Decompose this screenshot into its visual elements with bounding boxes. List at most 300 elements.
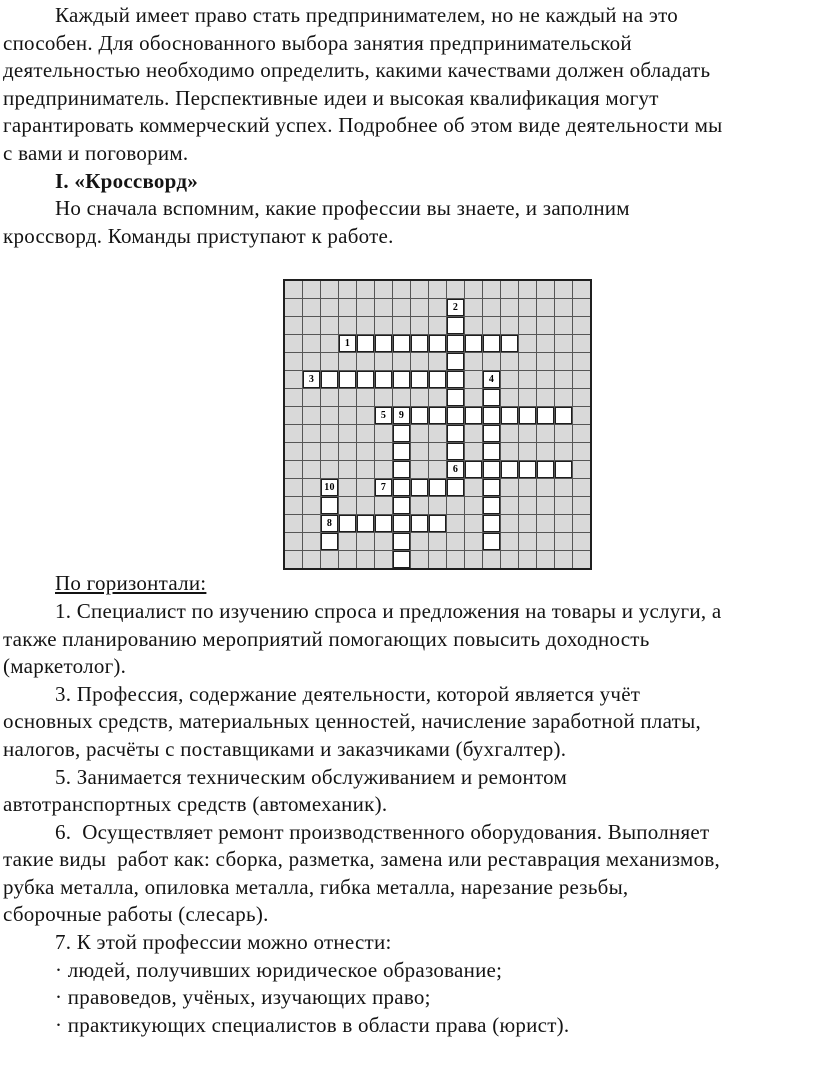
crossword-cell-number: 10 [324,482,335,494]
crossword-cell-shaded [393,317,411,335]
crossword-cell-shaded [519,335,537,353]
crossword-cell-white [429,335,447,353]
crossword-cell-white [357,515,375,533]
crossword-section-heading [3,168,814,196]
crossword-cell-white [393,425,411,443]
crossword-cell-shaded [573,551,592,570]
crossword-cell-white [465,407,483,425]
crossword-cell-shaded [429,497,447,515]
crossword-cell-shaded [284,461,303,479]
crossword-cell-white [447,407,465,425]
crossword-cell-shaded [483,280,501,299]
crossword-cell-number: 7 [380,482,387,494]
text-line: Каждый имеет право стать предпринимателем, но не каждый на это [55,3,679,27]
text-line: 1. Специалист по изучению спроса и предложения на товары и услуги, а [55,598,722,623]
crossword-cell-white [339,335,357,353]
crossword-cell-shaded [284,533,303,551]
crossword-cell-white [393,371,411,389]
crossword-cell-white [375,515,393,533]
crossword-cell-shaded [465,497,483,515]
crossword-cell-shaded [501,443,519,461]
crossword-cell-white [393,533,411,551]
crossword-cell-shaded [339,425,357,443]
crossword-cell-shaded [357,353,375,371]
crossword-cell-shaded [339,299,357,317]
text-line: · практикующих специалистов в области права (юрист). [55,1012,570,1037]
crossword-cell-shaded [321,317,339,335]
crossword-cell-shaded [519,497,537,515]
crossword-cell-shaded [555,497,573,515]
crossword-cell-shaded [537,317,555,335]
text-line: 7. К этой профессии можно отнести: [55,930,392,955]
crossword-cell-white [519,461,537,479]
crossword-cell-white [429,515,447,533]
crossword-cell-shaded [573,497,592,515]
clue-paragraph-6 [3,819,814,929]
crossword-cell-shaded [375,461,393,479]
crossword-cell-white [501,461,519,479]
crossword-cell-number: 4 [488,374,495,386]
crossword-cell-shaded [393,299,411,317]
crossword-cell-shaded [357,533,375,551]
crossword-row [284,425,591,443]
crossword-cell-shaded [303,353,321,371]
crossword-cell-white [393,479,411,497]
crossword-cell-shaded [339,389,357,407]
crossword-cell-shaded [303,443,321,461]
crossword-cell-shaded [501,280,519,299]
crossword-cell-shaded [465,353,483,371]
crossword-cell-shaded [339,353,357,371]
crossword-cell-shaded [284,317,303,335]
crossword-cell-white [429,479,447,497]
crossword-cell-shaded [284,335,303,353]
crossword-cell-shaded [537,299,555,317]
crossword-cell-white [339,515,357,533]
crossword-cell-shaded [573,407,592,425]
crossword-cell-white [303,371,321,389]
crossword-cell-shaded [303,533,321,551]
crossword-cell-shaded [284,479,303,497]
crossword-grid [283,279,592,570]
crossword-cell-shaded [555,371,573,389]
crossword-cell-white [537,461,555,479]
crossword-cell-shaded [321,461,339,479]
crossword-cell-shaded [375,443,393,461]
crossword-cell-shaded [537,533,555,551]
crossword-cell-shaded [465,389,483,407]
crossword-cell-shaded [519,389,537,407]
clue-paragraph-5 [3,764,814,819]
intro-paragraph [3,2,814,168]
crossword-cell-shaded [573,335,592,353]
crossword-cell-white [447,425,465,443]
crossword-cell-shaded [447,497,465,515]
crossword-cell-white [411,335,429,353]
crossword-row [284,479,591,497]
clue-paragraph-1 [3,598,814,681]
crossword-cell-shaded [465,533,483,551]
crossword-cell-shaded [429,389,447,407]
crossword-cell-shaded [501,299,519,317]
crossword-cell-shaded [555,479,573,497]
crossword-cell-shaded [339,533,357,551]
crossword-cell-shaded [519,299,537,317]
text-line: 5. Занимается техническим обслуживанием и ремонтом [55,764,568,789]
crossword-cell-white [447,389,465,407]
crossword-cell-shaded [519,317,537,335]
clue-paragraph-3 [3,681,814,764]
crossword-cell-shaded [321,353,339,371]
crossword-cell-shaded [537,389,555,407]
crossword-cell-shaded [375,317,393,335]
clue-paragraph-7 [3,929,814,1039]
crossword-cell-shaded [519,280,537,299]
crossword-row [284,371,591,389]
crossword-cell-shaded [411,280,429,299]
crossword-cell-white [321,371,339,389]
crossword-cell-white [483,479,501,497]
crossword-cell-white [321,479,339,497]
crossword-cell-shaded [303,389,321,407]
text-line: гарантировать коммерческий успех. Подробнее об этом виде деятельности мы [3,113,723,138]
crossword-cell-shaded [555,389,573,407]
crossword-cell-shaded [573,299,592,317]
crossword-cell-white [375,407,393,425]
text-line: · правоведов, учёных, изучающих право; [55,985,431,1010]
crossword-cell-shaded [411,425,429,443]
crossword-cell-shaded [411,353,429,371]
crossword-cell-shaded [573,371,592,389]
crossword-cell-shaded [465,443,483,461]
crossword-cell-shaded [573,280,592,299]
crossword-cell-shaded [429,551,447,570]
crossword-cell-shaded [375,280,393,299]
crossword-cell-number: 1 [344,338,351,350]
horizontal-clues-label [3,570,814,598]
crossword-cell-shaded [537,371,555,389]
text-line: · людей, получивших юридическое образование; [55,957,503,982]
crossword-cell-shaded [284,443,303,461]
crossword-cell-shaded [501,551,519,570]
crossword-cell-shaded [321,551,339,570]
crossword-cell-shaded [573,389,592,407]
crossword-cell-shaded [303,299,321,317]
crossword-row [284,299,591,317]
crossword-cell-shaded [303,551,321,570]
crossword-cell-shaded [483,317,501,335]
crossword-cell-shaded [303,461,321,479]
crossword-cell-white [447,371,465,389]
crossword-cell-shaded [501,353,519,371]
crossword-cell-shaded [339,407,357,425]
text-line: с вами и поговорим. [3,140,189,165]
text-line: автотранспортных средств (автомеханик). [3,792,388,817]
crossword-cell-shaded [519,425,537,443]
crossword-cell-shaded [357,443,375,461]
crossword-cell-white [375,371,393,389]
crossword-cell-shaded [321,425,339,443]
crossword-row [284,389,591,407]
text-line: сборочные работы (слесарь). [3,902,269,927]
crossword-cell-shaded [375,353,393,371]
crossword-cell-white [357,335,375,353]
crossword-cell-shaded [429,353,447,371]
crossword-cell-white [393,443,411,461]
crossword-cell-shaded [555,551,573,570]
crossword-cell-shaded [375,389,393,407]
crossword-cell-white [501,407,519,425]
crossword-cell-white [321,497,339,515]
crossword-cell-shaded [465,299,483,317]
crossword-cell-white [411,371,429,389]
crossword-cell-white [537,407,555,425]
crossword-cell-shaded [303,497,321,515]
crossword-cell-white [519,407,537,425]
crossword-cell-white [447,479,465,497]
crossword-cell-shaded [465,425,483,443]
text-line: 3. Профессия, содержание деятельности, которой является учёт [55,681,641,706]
crossword-cell-white [501,335,519,353]
crossword-cell-white [483,497,501,515]
crossword-cell-shaded [357,479,375,497]
crossword-cell-white [321,533,339,551]
text-line: деятельностью необходимо определить, какими качествами должен обладать [3,58,711,83]
crossword-cell-shaded [321,443,339,461]
crossword-cell-shaded [393,353,411,371]
crossword-cell-shaded [501,497,519,515]
crossword-cell-shaded [465,371,483,389]
crossword-cell-shaded [555,515,573,533]
heading-text: I. «Кроссворд» [55,168,198,193]
crossword-cell-white [483,533,501,551]
crossword-cell-shaded [555,280,573,299]
crossword-cell-shaded [555,353,573,371]
crossword-cell-number: 8 [326,518,333,530]
crossword-cell-shaded [573,353,592,371]
text-line: Но сначала вспомним, какие профессии вы знаете, и заполним [55,196,630,221]
crossword-cell-shaded [339,317,357,335]
crossword-cell-shaded [339,280,357,299]
crossword-cell-white [321,515,339,533]
crossword-cell-shaded [465,280,483,299]
crossword-row [284,515,591,533]
crossword-cell-white [375,479,393,497]
crossword-row [284,461,591,479]
crossword-cell-shaded [303,407,321,425]
crossword-cell-shaded [465,479,483,497]
crossword-cell-white [447,353,465,371]
crossword-cell-shaded [573,515,592,533]
crossword-cell-shaded [573,425,592,443]
crossword-cell-shaded [573,443,592,461]
crossword-cell-white [483,335,501,353]
crossword-cell-number: 2 [452,302,459,314]
crossword-cell-shaded [284,515,303,533]
crossword-cell-shaded [519,443,537,461]
crossword-row [284,533,591,551]
crossword-cell-white [411,479,429,497]
crossword-cell-shaded [519,551,537,570]
crossword-cell-shaded [284,425,303,443]
crossword-cell-shaded [573,461,592,479]
crossword-cell-shaded [447,533,465,551]
crossword-cell-shaded [357,407,375,425]
crossword-cell-white [393,515,411,533]
crossword-cell-shaded [447,280,465,299]
crossword-cell-white [447,461,465,479]
crossword-cell-shaded [284,389,303,407]
crossword-cell-shaded [537,280,555,299]
crossword-cell-shaded [429,425,447,443]
crossword-cell-white [483,389,501,407]
crossword-cell-shaded [411,551,429,570]
text-line: рубка металла, опиловка металла, гибка металла, нарезание резьбы, [3,874,629,899]
crossword-cell-shaded [429,317,447,335]
crossword-row [284,317,591,335]
crossword-cell-shaded [555,299,573,317]
horizontal-label-text: По горизонтали: [55,571,207,596]
crossword-cell-white [393,497,411,515]
text-line: налогов, расчёты с поставщиками и заказчиками (бухгалтер). [3,736,567,761]
crossword-cell-shaded [465,515,483,533]
crossword-cell-shaded [375,497,393,515]
crossword-cell-shaded [303,280,321,299]
crossword-cell-shaded [519,533,537,551]
crossword-cell-white [393,461,411,479]
crossword-cell-shaded [339,461,357,479]
text-line: способен. Для обоснованного выбора занятия предпринимательской [3,30,632,55]
crossword-cell-shaded [483,551,501,570]
text-line: также планированию мероприятий помогающих повысить доходность [3,626,650,651]
crossword-cell-white [411,515,429,533]
crossword-cell-number: 9 [398,410,405,422]
crossword-cell-shaded [537,515,555,533]
crossword-cell-shaded [321,335,339,353]
crossword-cell-white [393,407,411,425]
crossword-cell-shaded [501,371,519,389]
crossword-cell-shaded [284,299,303,317]
crossword-cell-white [447,335,465,353]
crossword-cell-white [465,335,483,353]
crossword-cell-white [393,551,411,570]
crossword-cell-shaded [519,371,537,389]
crossword-cell-shaded [411,533,429,551]
crossword-cell-shaded [573,479,592,497]
crossword-cell-shaded [555,335,573,353]
crossword-cell-white [465,461,483,479]
crossword-cell-shaded [357,551,375,570]
crossword-row [284,443,591,461]
crossword-cell-white [339,371,357,389]
crossword-cell-white [375,335,393,353]
crossword-cell-shaded [303,479,321,497]
crossword-cell-shaded [357,425,375,443]
crossword-cell-shaded [465,551,483,570]
crossword-cell-number: 5 [380,410,387,422]
crossword-cell-shaded [303,425,321,443]
crossword-cell-shaded [573,317,592,335]
crossword-cell-shaded [429,461,447,479]
crossword-cell-shaded [429,299,447,317]
crossword-cell-shaded [375,425,393,443]
crossword-cell-shaded [555,425,573,443]
crossword-cell-shaded [284,497,303,515]
text-line: (маркетолог). [3,654,127,679]
crossword-cell-shaded [375,533,393,551]
crossword-cell-shaded [501,533,519,551]
crossword-cell-shaded [375,299,393,317]
crossword-cell-number: 6 [452,464,459,476]
text-line: такие виды работ как: сборка, разметка, замена или реставрация механизмов, [3,847,720,872]
crossword-cell-white [447,443,465,461]
crossword-cell-shaded [501,317,519,335]
crossword-cell-shaded [447,551,465,570]
crossword-cell-white [483,443,501,461]
crossword-cell-shaded [284,407,303,425]
crossword-cell-shaded [321,299,339,317]
text-line: кроссворд. Команды приступают к работе. [3,223,394,248]
crossword-cell-shaded [411,317,429,335]
crossword-cell-white [483,461,501,479]
crossword-cell-shaded [411,443,429,461]
crossword-row [284,353,591,371]
crossword-cell-shaded [519,479,537,497]
crossword-cell-shaded [501,389,519,407]
crossword-cell-shaded [284,371,303,389]
crossword-cell-white [447,317,465,335]
text-line: предприниматель. Перспективные идеи и высокая квалификация могут [3,85,659,110]
crossword-cell-shaded [447,515,465,533]
crossword-cell-shaded [339,443,357,461]
crossword-cell-white [411,407,429,425]
crossword-row [284,551,591,570]
crossword-cell-shaded [284,353,303,371]
crossword-cell-shaded [393,280,411,299]
crossword-cell-shaded [321,389,339,407]
crossword-cell-shaded [519,353,537,371]
crossword-cell-shaded [321,280,339,299]
crossword-cell-shaded [483,353,501,371]
crossword-row [284,335,591,353]
crossword-cell-shaded [483,299,501,317]
text-line: 6. Осуществляет ремонт производственного оборудования. Выполняет [55,819,710,844]
crossword-cell-shaded [555,533,573,551]
crossword-cell-shaded [519,515,537,533]
crossword-cell-shaded [339,497,357,515]
crossword-cell-white [555,407,573,425]
crossword-cell-white [447,299,465,317]
crossword-cell-shaded [429,533,447,551]
crossword-cell-shaded [357,389,375,407]
crossword-cell-white [357,371,375,389]
crossword-cell-shaded [284,280,303,299]
crossword-cell-shaded [555,317,573,335]
crossword-cell-shaded [303,515,321,533]
crossword-cell-shaded [357,280,375,299]
crossword-cell-white [429,407,447,425]
crossword-cell-shaded [339,479,357,497]
crossword-cell-shaded [411,389,429,407]
crossword-cell-white [393,335,411,353]
crossword-cell-number: 3 [308,374,315,386]
crossword-row [284,407,591,425]
crossword-cell-shaded [537,497,555,515]
crossword-cell-shaded [537,425,555,443]
crossword-cell-shaded [555,443,573,461]
crossword-cell-shaded [465,317,483,335]
crossword-cell-white [429,371,447,389]
